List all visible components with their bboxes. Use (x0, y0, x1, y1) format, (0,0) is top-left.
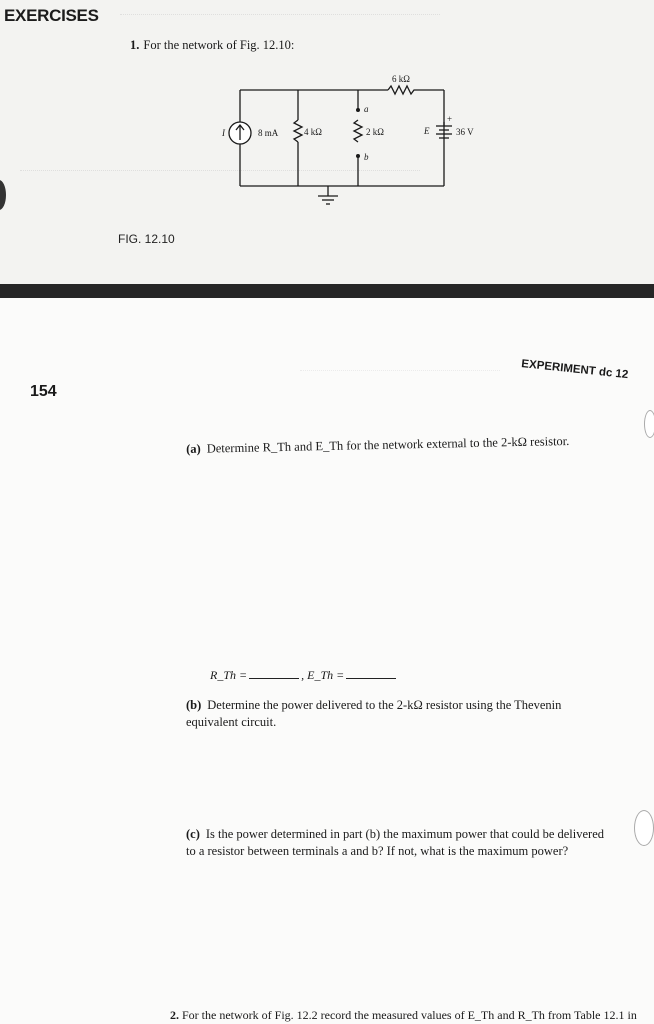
exercise-1-prompt (130, 38, 294, 53)
current-page (0, 298, 654, 1024)
terminal-a-dot (356, 108, 360, 112)
terminal-b-label: b (364, 152, 369, 162)
source-value: 8 mA (258, 128, 279, 138)
resistor-6k-label: 6 kΩ (392, 74, 410, 84)
page-gap (0, 284, 654, 298)
answer-rth-blank[interactable] (249, 669, 299, 679)
exercise-1-text: For the network of Fig. 12.10: (143, 38, 295, 52)
question-c-text: Is the power determined in part (b) the maximum power that could be delivered to a resistor between terminals a and b? If not, what is the maximum power? (186, 827, 605, 858)
question-b-label: (b) (186, 698, 202, 712)
question-b-text: Determine the power delivered to the 2-kΩ resistor using the Thevenin equivalent circuit. (186, 698, 562, 729)
terminal-a-label: a (364, 104, 369, 114)
figure-caption: FIG. 12.10 (118, 232, 175, 246)
binder-hole (644, 410, 654, 438)
exercise-2-text: For the network of Fig. 12.2 record the measured values of E_Th and R_Th from Table 12.1 in (182, 1008, 637, 1022)
question-a-label: (a) (186, 441, 201, 456)
page-number: 154 (30, 383, 57, 400)
circuit-diagram (218, 72, 478, 212)
question-c-label: (c) (186, 827, 200, 841)
answer-eth-blank[interactable] (346, 669, 396, 679)
running-header: EXPERIMENT dc 12 (520, 358, 629, 382)
answer-eth-label: E_Th = (307, 668, 345, 682)
bleed-through-mark (120, 14, 440, 25)
question-a-text: Determine R_Th and E_Th for the network external to the 2-kΩ resistor. (206, 433, 570, 456)
battery-symbol: E (424, 126, 430, 136)
resistor-4k-label: 4 kΩ (304, 127, 322, 137)
exercises-heading: EXERCISES (4, 6, 99, 25)
battery-plus: + (447, 114, 453, 124)
answer-rth-label: R_Th = (210, 668, 248, 682)
exercise-2-prompt (170, 1008, 637, 1023)
answer-line: R_Th = , E_Th = (210, 668, 398, 683)
source-symbol: I (222, 128, 225, 138)
terminal-b-dot (356, 154, 360, 158)
exercise-2-number: 2. (170, 1008, 179, 1022)
bleed-through-mark (300, 370, 500, 379)
resistor-2k-label: 2 kΩ (366, 127, 384, 137)
exercise-1-number: 1. (130, 38, 140, 52)
battery-value: 36 V (456, 127, 474, 137)
binder-hole (634, 810, 654, 846)
question-c (186, 826, 606, 860)
question-b (186, 697, 616, 731)
